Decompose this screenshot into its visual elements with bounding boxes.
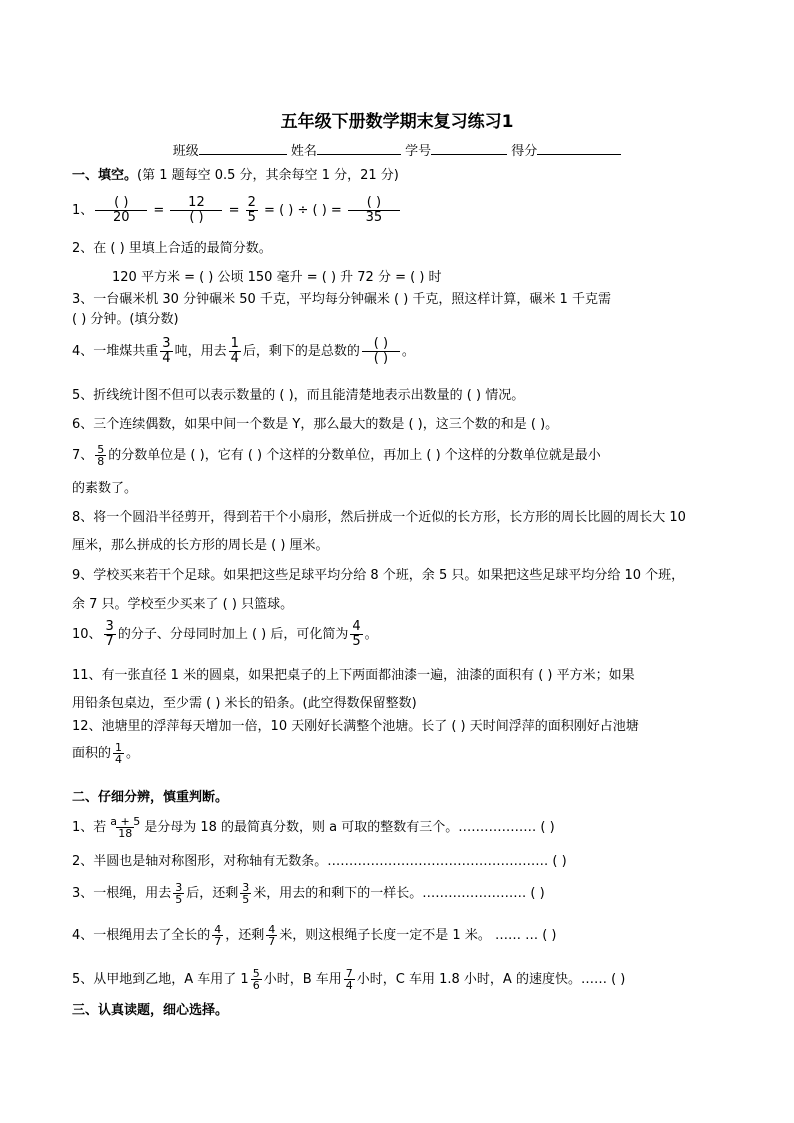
j4-fraction-1 (212, 924, 223, 947)
q1-number: 1、 (72, 203, 94, 218)
q1-fraction-3 (246, 196, 258, 225)
q4-f2-numerator: 1 (230, 336, 239, 351)
q12-text-b: 。 (126, 746, 140, 761)
j4-text-c[interactable]: 米，则这根绳子长度一定不是 1 米。 …… … ( ) (279, 928, 557, 943)
q1-f3-denominator: 5 (247, 210, 256, 225)
section-3-heading: 三、认真读题，细心选择。 (72, 1003, 229, 1018)
j5-text-b: 小时，B 车用 (263, 972, 342, 987)
j4-f1-denominator: 7 (214, 935, 222, 948)
j5-fraction-2 (344, 968, 355, 991)
q1-f2-denominator[interactable]: ( ) (170, 210, 222, 225)
j1-text-a: 1、若 (72, 820, 107, 835)
q12-text-a: 面积的 (72, 746, 112, 761)
question-2-items[interactable]: 120 平方米 = ( ) 公顷 150 毫升 = ( ) 升 72 分 = ( ) 时 (112, 270, 442, 285)
question-6[interactable]: 6、三个连续偶数，如果中间一个数是 Y，那么最大的数是 ( )，这三个数的和是 ( )。 (72, 417, 559, 432)
j5-f2-denominator: 4 (345, 979, 353, 992)
j3-f1-denominator: 5 (175, 893, 183, 906)
q7-fraction (95, 444, 106, 467)
question-9-line-2[interactable]: 余 7 只。学校至少买来了 ( ) 只篮球。 (72, 597, 294, 612)
question-4 (72, 337, 732, 366)
question-2: 2、在 ( ) 里填上合适的最简分数。 (72, 241, 272, 256)
question-5[interactable]: 5、折线统计图不但可以表示数量的 ( )，而且能清楚地表示出数量的 ( ) 情况。 (72, 388, 525, 403)
question-11-line-1[interactable]: 11、有一张直径 1 米的圆桌，如果把桌子的上下两面都油漆一遍，油漆的面积有 ( ) 平方米；如果 (72, 668, 635, 683)
number-label: 学号 (405, 144, 432, 159)
section-1-heading (72, 167, 732, 185)
j5-text-a: 5、从甲地到乙地，A 车用了 1 (72, 972, 249, 987)
q1-fraction-2 (170, 196, 222, 225)
j4-text-a: 4、一根绳用去了全长的 (72, 928, 211, 943)
q4-fraction-1 (160, 337, 172, 366)
q7-denominator: 8 (97, 455, 105, 468)
j3-text-c[interactable]: 米，用去的和剩下的一样长。…………………… ( ) (253, 886, 545, 901)
section-1-title: 一、填空。 (72, 168, 138, 183)
j1-fraction (108, 816, 142, 839)
judge-5 (72, 968, 732, 991)
question-12-line-1[interactable]: 12、池塘里的浮萍每天增加一倍，10 天刚好长满整个池塘。长了 ( ) 天时间浮萍的面积刚好占池塘 (72, 719, 639, 734)
j3-text-a: 3、一根绳，用去 (72, 886, 172, 901)
j3-f2-denominator: 5 (242, 893, 250, 906)
q1-f4-denominator: 35 (348, 210, 400, 225)
q1-fraction-4 (348, 196, 400, 225)
name-blank[interactable] (317, 140, 401, 155)
judge-1 (72, 816, 732, 839)
question-3-line-2[interactable]: ( ) 分钟。(填分数) (72, 312, 179, 327)
q1-f4-numerator[interactable]: ( ) (366, 195, 382, 210)
class-label: 班级 (172, 144, 199, 159)
j4-f2-denominator: 7 (268, 935, 276, 948)
q1-f2-numerator: 12 (188, 195, 205, 210)
number-blank[interactable] (431, 140, 507, 155)
q10-f1-denominator: 7 (105, 634, 114, 649)
question-7-line-1 (72, 444, 732, 467)
judge-4 (72, 924, 732, 947)
q1-division[interactable]: = ( ) ÷ ( ) = (259, 203, 346, 218)
q4-fraction-answer[interactable] (362, 337, 400, 366)
judge-2[interactable]: 2、半圆也是轴对称图形，对称轴有无数条。…………………………………………… ( ) (72, 854, 567, 869)
j1-text-b[interactable]: 是分母为 18 的最简真分数，则 a 可取的整数有三个。……………… ( ) (144, 820, 555, 835)
j5-f1-denominator: 6 (252, 979, 260, 992)
q10-text-a[interactable]: 的分子、分母同时加上 ( ) 后，可化简为 (117, 627, 349, 642)
q4-text-b: 吨，用去 (174, 344, 227, 359)
page-title: 五年级下册数学期末复习练习1 (280, 112, 514, 132)
j5-fraction-1 (251, 968, 262, 991)
q1-fraction-1 (95, 196, 147, 225)
q1-f1-denominator: 20 (95, 210, 147, 225)
q10-fraction-2 (350, 620, 362, 649)
q7-numerator: 5 (97, 443, 105, 456)
j1-denominator: 18 (118, 827, 133, 840)
q1-equals-1: = (149, 203, 169, 218)
j5-f2-numerator: 7 (345, 967, 353, 980)
q12-numerator: 1 (115, 741, 123, 754)
question-10 (72, 620, 732, 649)
j3-text-b: 后，还剩 (186, 886, 239, 901)
j4-f1-numerator: 4 (214, 923, 222, 936)
q1-f1-numerator[interactable]: ( ) (114, 195, 129, 210)
q4-fraction-2 (229, 337, 241, 366)
q10-f2-denominator: 5 (352, 634, 361, 649)
question-1 (72, 196, 732, 225)
q4-text-d: 。 (401, 344, 415, 359)
q4-text-c: 后，剩下的是总数的 (242, 344, 360, 359)
class-blank[interactable] (199, 140, 287, 155)
q1-equals-2: = (224, 203, 244, 218)
question-12-line-2 (72, 742, 732, 765)
q10-number: 10、 (72, 627, 102, 642)
q1-f3-numerator: 2 (247, 195, 256, 210)
section-2-heading: 二、仔细分辨，慎重判断。 (72, 790, 229, 805)
q7-number: 7、 (72, 448, 94, 463)
q10-fraction-1 (104, 620, 116, 649)
q10-text-b: 。 (364, 627, 378, 642)
score-blank[interactable] (537, 140, 621, 155)
question-8-line-2[interactable]: 厘米，那么拼成的长方形的周长是 ( ) 厘米。 (72, 538, 329, 553)
j5-text-c[interactable]: 小时，C 车用 1.8 小时，A 的速度快。…… ( ) (356, 972, 626, 987)
j4-fraction-2 (266, 924, 277, 947)
question-7-line-2: 的素数了。 (72, 481, 138, 496)
q4-f3-numerator[interactable]: ( ) (373, 336, 389, 351)
j3-f2-numerator: 3 (242, 881, 250, 894)
q10-f1-numerator: 3 (105, 619, 114, 634)
j3-fraction-2 (240, 882, 251, 905)
score-label: 得分 (511, 144, 538, 159)
q4-f1-denominator: 4 (162, 351, 171, 366)
q12-denominator: 4 (115, 753, 123, 766)
q10-f2-numerator: 4 (352, 619, 361, 634)
student-info-line (0, 140, 794, 159)
j1-numerator: a + 5 (110, 815, 141, 828)
q7-text[interactable]: 的分数单位是 ( )，它有 ( ) 个这样的分数单位，再加上 ( ) 个这样的分数单位就是最小 (108, 448, 601, 463)
section-1-note: (第 1 题每空 0.5 分，其余每空 1 分，21 分) (137, 168, 399, 183)
j4-f2-numerator: 4 (268, 923, 276, 936)
question-9-line-1: 9、学校买来若干个足球。如果把这些足球平均分给 8 个班，余 5 只。如果把这些足球平均分给 10 个班， (72, 568, 685, 583)
q4-f1-numerator: 3 (162, 336, 171, 351)
q4-f3-denominator[interactable]: ( ) (362, 351, 400, 366)
q4-f2-denominator: 4 (230, 351, 239, 366)
j4-text-b: ，还剩 (225, 928, 265, 943)
j5-f1-numerator: 5 (252, 967, 260, 980)
q12-fraction (113, 742, 124, 765)
question-11-line-2[interactable]: 用铅条包桌边，至少需 ( ) 米长的铅条。(此空得数保留整数) (72, 696, 417, 711)
judge-3 (72, 882, 732, 905)
q4-text-a: 4、一堆煤共重 (72, 344, 159, 359)
question-3-line-1[interactable]: 3、一台碾米机 30 分钟碾米 50 千克，平均每分钟碾米 ( ) 千克，照这样计算，碾米 1 千克需 (72, 292, 611, 307)
j3-f1-numerator: 3 (175, 881, 183, 894)
j3-fraction-1 (173, 882, 184, 905)
question-8-line-1: 8、将一个圆沿半径剪开，得到若干个小扇形，然后拼成一个近似的长方形，长方形的周长比圆的周长大 10 (72, 510, 686, 525)
name-label: 姓名 (290, 144, 317, 159)
